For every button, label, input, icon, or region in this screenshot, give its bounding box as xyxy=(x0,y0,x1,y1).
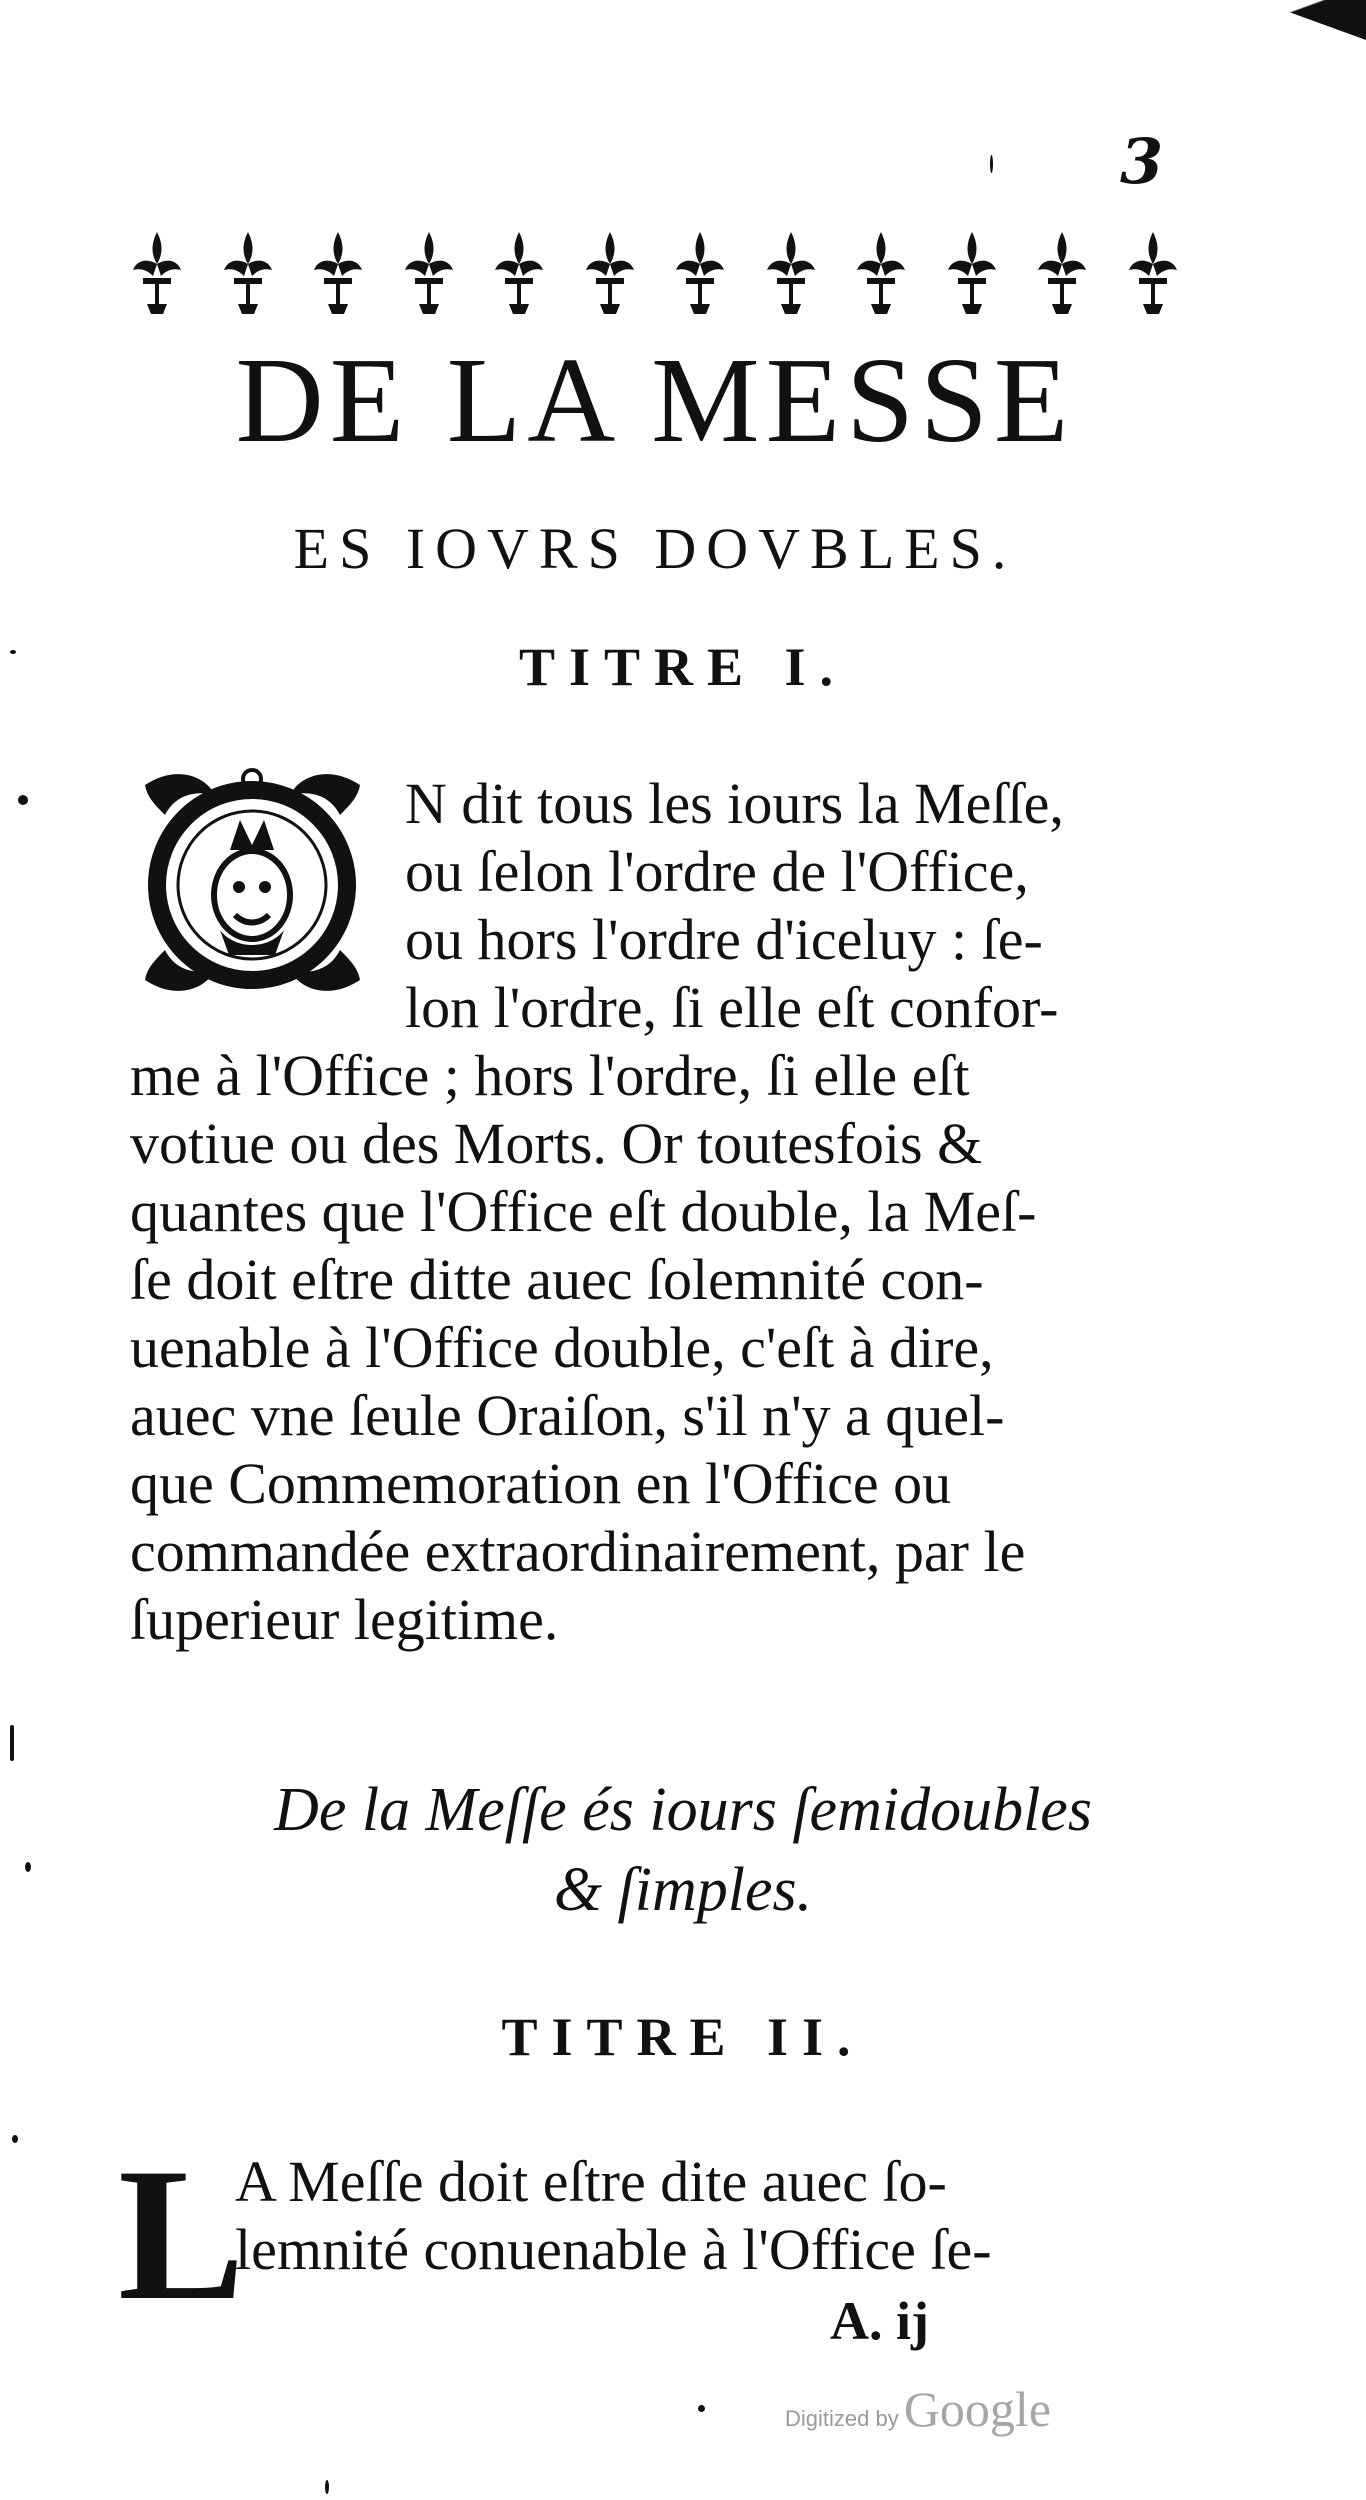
scan-speck xyxy=(10,1725,14,1761)
text-line: quantes que l'Office eſt double, la Meſ- xyxy=(130,1179,1037,1244)
scan-speck xyxy=(10,650,16,654)
digitized-watermark xyxy=(785,2380,1051,2438)
scan-speck xyxy=(325,2480,329,2494)
section-title-1: TITRE I. xyxy=(518,637,848,697)
text-line: A Meſſe doit eſtre dite auec ſo- xyxy=(235,2149,947,2214)
fleur-de-lis-icon xyxy=(125,228,189,318)
fleur-de-lis-icon xyxy=(216,228,280,318)
text-line: ſuperieur legitime. xyxy=(130,1587,559,1652)
text-line: uenable à l'Office double, c'eſt à dire, xyxy=(130,1315,994,1380)
decorated-initial-o-icon xyxy=(135,765,370,1000)
scan-speck xyxy=(18,795,28,805)
fleur-de-lis-icon xyxy=(1030,228,1094,318)
text-line: auec vne ſeule Oraiſon, s'il n'y a quel- xyxy=(130,1383,1005,1448)
scan-speck xyxy=(990,155,993,173)
drop-initial-l: L xyxy=(118,2130,245,2340)
fleur-de-lis-icon xyxy=(668,228,732,318)
fleur-de-lis-icon xyxy=(397,228,461,318)
text-line: lemnité conuenable à l'Office ſe- xyxy=(235,2217,992,2282)
section-title-2: TITRE II. xyxy=(501,2007,865,2067)
fleur-de-lis-icon xyxy=(759,228,823,318)
fleur-de-lis-icon xyxy=(1121,228,1185,318)
scan-speck xyxy=(25,1862,31,1872)
section-2-text xyxy=(235,2148,992,2284)
text-line: me à l'Office ; hors l'ordre, ſi elle eſt xyxy=(130,1043,970,1108)
text-line: commandée extraordinairement, par le xyxy=(130,1519,1026,1584)
text-line: ou hors l'ordre d'iceluy : ſe- xyxy=(405,907,1043,972)
fleur-de-lis-icon xyxy=(940,228,1004,318)
italic-heading-line: De la Meſſe és iours ſemidoubles xyxy=(274,1776,1092,1844)
chapter-subtitle: ES IOVRS DOVBLES. xyxy=(293,516,1017,581)
page-corner-shadow xyxy=(1256,0,1366,40)
fleur-de-lis-icon xyxy=(578,228,642,318)
fleur-de-lis-icon xyxy=(306,228,370,318)
page-number: 3 xyxy=(1120,125,1164,198)
italic-heading-line: & ſimples. xyxy=(553,1856,813,1924)
watermark-logo-text: Google xyxy=(903,2381,1052,2437)
fleur-de-lis-icon xyxy=(487,228,551,318)
fleur-de-lis-ornament-band xyxy=(125,225,1185,320)
text-line: N dit tous les iours la Meſſe, xyxy=(405,771,1064,836)
scan-speck xyxy=(12,2135,18,2143)
fleur-de-lis-icon xyxy=(849,228,913,318)
chapter-title: DE LA MESSE xyxy=(235,333,1075,468)
scan-speck xyxy=(698,2405,705,2412)
text-line: ſe doit eſtre ditte auec ſolemnité con- xyxy=(130,1247,984,1312)
section-1-full-text xyxy=(130,1042,1036,1654)
text-line: lon l'ordre, ſi elle eſt confor- xyxy=(405,975,1059,1040)
text-line: votiue ou des Morts. Or toutesfois & xyxy=(130,1111,983,1176)
watermark-small-text: Digitized by xyxy=(785,2406,899,2431)
italic-section-heading xyxy=(0,1770,1366,1930)
section-1-indented-text xyxy=(405,770,1064,1042)
text-line: que Commemoration en l'Office ou xyxy=(130,1451,952,1516)
catchword-signature: A. ij xyxy=(830,2291,929,2351)
text-line: ou ſelon l'ordre de l'Office, xyxy=(405,839,1029,904)
